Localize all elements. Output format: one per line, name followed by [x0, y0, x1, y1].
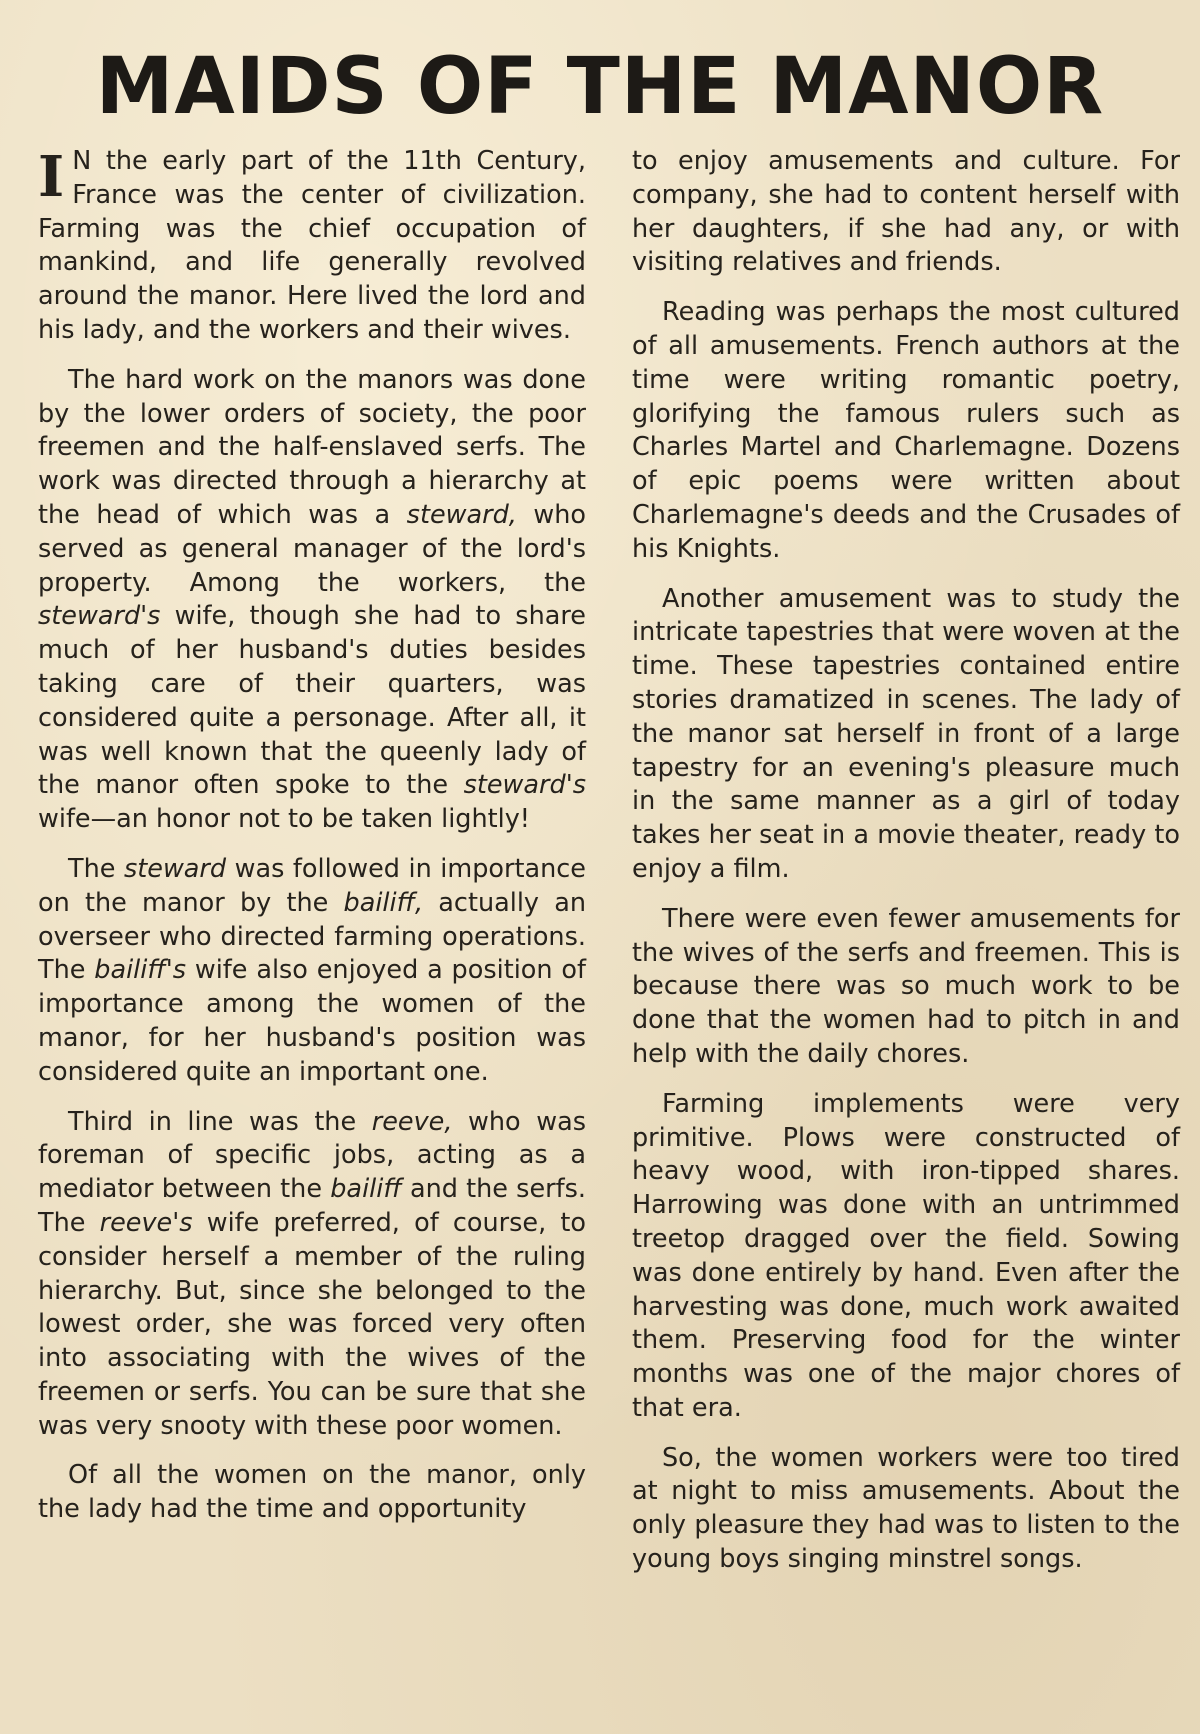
text-run: wife preferred, of course, to consider herself a member of the ruling hierarchy. But, since she belonged to the lowest order, she was forced very often into associating with the wives of the freemen or serfs. You can be sure that she was very snooty with these poor women. — [38, 1207, 586, 1441]
italic-term: steward's — [38, 601, 161, 632]
text-run: who served as general manager of the lord's property. Among the workers, the — [38, 499, 586, 598]
text-run: Farming implements were very primitive. Plows were constructed of heavy wood, with iron-tipped shares. Harrowing was done with an untrimmed treetop dragged over the field. Sowing was done entirely by hand. Even after the harvesting was done, much work awaited them. Preserving food for the winter months was one of the major chores of that era. — [632, 1088, 1180, 1423]
text-run: wife, though she had to share much of her husband's duties besides taking care of their quarters, was considered quite a personage. After all, it was well known that the queenly lady of the manor often spoke to the — [38, 601, 586, 801]
paragraph — [632, 1088, 1180, 1426]
text-run: The — [68, 853, 124, 884]
text-run: N the early part of the 11th Century, France was the center of civilization. Farming was the chief occupation of mankind, and life generally revolved around the manor. Here lived the lord and his lady, and the workers and their wives. — [38, 146, 586, 345]
drop-cap: I — [38, 144, 65, 210]
text-run: actually an overseer who directed farming operations. The — [38, 887, 586, 986]
italic-term: bailiff — [330, 1174, 402, 1205]
text-run: and the serfs. The — [38, 1174, 586, 1238]
italic-term: steward, — [406, 499, 517, 530]
paragraph — [632, 1442, 1180, 1577]
italic-term: bailiff, — [343, 887, 424, 918]
paragraph — [632, 583, 1180, 887]
text-run: Of all the women on the manor, only the lady had the time and opportunity — [38, 1460, 586, 1525]
text-run: Third in line was the — [68, 1106, 372, 1137]
text-run: The hard work on the manors was done by the lower orders of society, the poor freemen and the half-enslaved serfs. The work was directed through a hierarchy at the head of which was a — [38, 364, 586, 530]
text-run: wife also enjoyed a position of importance among the women of the manor, for her husband's position was considered quite an important one. — [38, 955, 586, 1087]
text-run: So, the women workers were too tired at night to miss amusements. About the only pleasure they had was to listen to the young boys singing minstrel songs. — [632, 1442, 1180, 1575]
left-column — [38, 145, 586, 1543]
paragraph — [632, 296, 1180, 566]
italic-term: bailiff's — [94, 955, 187, 986]
text-run: who was foreman of specific jobs, acting as a mediator between the — [38, 1106, 586, 1205]
paragraph — [38, 1459, 586, 1527]
paragraph — [38, 145, 586, 348]
paragraph — [632, 145, 1180, 280]
paragraph — [38, 853, 586, 1090]
text-run: Reading was perhaps the most cultured of all amusements. French authors at the time were writing romantic poetry, glorifying the famous rulers such as Charles Martel and Charlemagne. Dozens of epic poems were written about Charlemagne's deeds and the Crusades of his Knights. — [632, 297, 1180, 564]
paragraph — [632, 903, 1180, 1072]
right-column — [632, 145, 1180, 1593]
paragraph — [38, 1106, 586, 1444]
text-run: to enjoy amusements and culture. For company, she had to content herself with her daughters, if she had any, or with visiting relatives and friends. — [632, 146, 1180, 278]
paragraph — [38, 364, 586, 837]
text-run: wife—an honor not to be taken lightly! — [38, 804, 531, 835]
text-run: was followed in importance on the manor by the — [38, 853, 586, 918]
italic-term: reeve's — [99, 1207, 193, 1238]
italic-term: steward — [123, 853, 227, 884]
italic-term: reeve, — [371, 1106, 453, 1137]
article-title: MAIDS OF THE MANOR — [95, 42, 1105, 132]
italic-term: steward's — [463, 770, 586, 801]
text-run: There were even fewer amusements for the wives of the serfs and freemen. This is because there was so much work to be done that the women had to pitch in and help with the daily chores. — [632, 903, 1180, 1069]
text-run: Another amusement was to study the intricate tapestries that were woven at the time. These tapestries contained entire stories dramatized in scenes. The lady of the manor sat herself in front of a large tapestry for an evening's pleasure much in the same manner as a girl of today takes her seat in a movie theater, ready to enjoy a film. — [632, 583, 1180, 884]
